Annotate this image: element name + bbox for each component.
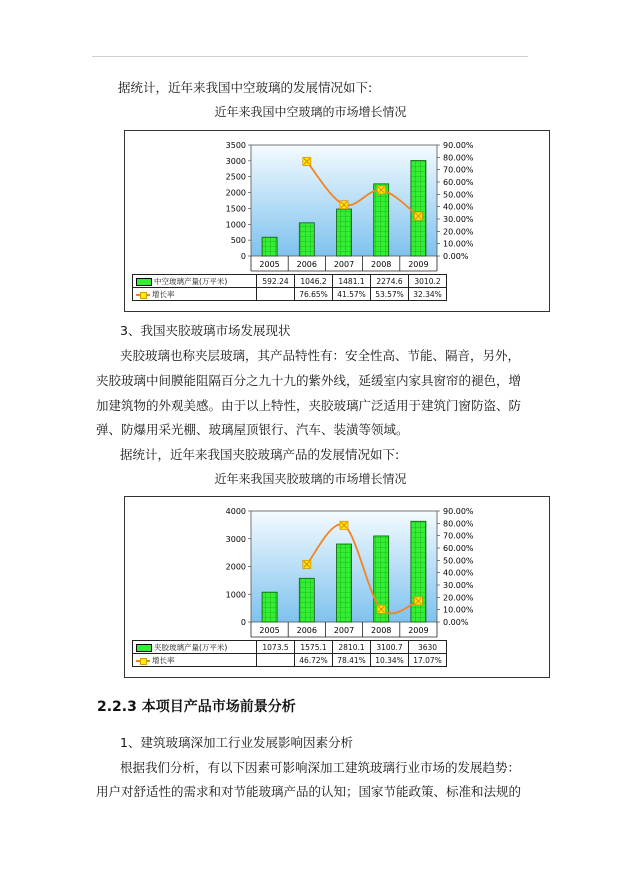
chart2-title: 近年来我国夹胶玻璃的市场增长情况	[214, 472, 407, 486]
category-label: 2008	[371, 626, 392, 635]
chart1-val: 3010.2	[409, 275, 447, 288]
line-marker-icon	[136, 291, 150, 299]
right-axis-tick-label: 50.00%	[443, 190, 474, 200]
left-axis-tick-label: 1000	[225, 590, 246, 600]
left-axis-tick-label: 4000	[225, 507, 246, 516]
bar	[337, 209, 352, 256]
right-axis-tick-label: 70.00%	[443, 165, 474, 175]
right-axis-tick-label: 50.00%	[443, 556, 474, 566]
left-axis-tick-label: 1000	[225, 220, 246, 230]
right-axis-tick-label: 80.00%	[443, 153, 474, 163]
bar	[411, 521, 426, 622]
category-label: 2007	[333, 260, 355, 269]
chart1-val: 1046.2	[295, 275, 333, 288]
section1-line: 用户对舒适性的需求和对节能玻璃产品的认知；国家节能政策、标准和法规的	[96, 784, 522, 799]
bar-swatch-icon	[136, 278, 152, 286]
left-axis-tick-label: 500	[230, 236, 246, 246]
chart1-rate	[257, 288, 295, 301]
chart1-rate: 76.65%	[295, 288, 333, 301]
section1-title: 1、建筑玻璃深加工行业发展影响因素分析	[120, 735, 353, 750]
chart1-legend-bar: 中空玻璃产量(万平米)	[133, 275, 257, 288]
chart2-row-growth	[133, 654, 447, 667]
left-axis-tick-label: 3000	[225, 534, 246, 544]
category-label: 2005	[259, 626, 280, 635]
chart2-data-table	[132, 640, 447, 667]
paragraph-intro-2: 据统计，近年来我国夹胶玻璃产品的发展情况如下:	[120, 447, 400, 462]
category-label: 2009	[408, 626, 429, 635]
chart2-rate: 46.72%	[295, 654, 333, 667]
section3-line: 夹胶玻璃也称夹层玻璃，其产品特性有：安全性高、节能、隔音，另外，	[120, 348, 521, 363]
right-axis-tick-label: 40.00%	[443, 202, 474, 212]
chart1-data-table	[132, 274, 447, 301]
chart1-val: 2274.6	[371, 275, 409, 288]
right-axis-tick-label: 70.00%	[443, 531, 474, 541]
right-axis-tick-label: 90.00%	[443, 507, 474, 516]
right-axis-tick-label: 60.00%	[443, 178, 474, 187]
bar	[337, 544, 352, 622]
right-axis-tick-label: 0.00%	[443, 252, 469, 261]
chart1-legend-line: 增长率	[133, 288, 257, 301]
bar	[299, 578, 314, 622]
right-axis-tick-label: 90.00%	[443, 141, 474, 150]
chart1-rate: 41.57%	[333, 288, 371, 301]
chart2-rate: 17.07%	[409, 654, 447, 667]
chart1-hollow-glass	[124, 130, 550, 312]
chart2-laminated-glass	[124, 496, 550, 678]
right-axis-tick-label: 40.00%	[443, 568, 474, 578]
bar	[262, 237, 277, 256]
left-axis-tick-label: 2500	[225, 172, 246, 182]
section3-line: 加建筑物的外观美感。由于以上特性，夹胶玻璃广泛适用于建筑门窗防盗、防	[96, 398, 522, 413]
left-axis-tick-label: 0	[240, 252, 246, 261]
chart2-rate: 78.41%	[333, 654, 371, 667]
chart1-val: 592.24	[257, 275, 295, 288]
category-label: 2008	[371, 260, 392, 269]
chart1-row-growth	[133, 288, 447, 301]
chart2-rate	[257, 654, 295, 667]
chart2-val: 3630	[409, 641, 447, 654]
category-label: 2005	[259, 260, 280, 269]
left-axis-tick-label: 2000	[225, 188, 246, 198]
right-axis-tick-label: 30.00%	[443, 581, 474, 590]
right-axis-tick-label: 60.00%	[443, 544, 474, 553]
bar	[411, 161, 426, 256]
chart1-row-output	[133, 275, 447, 288]
section1-line: 根据我们分析，有以下因素可影响深加工建筑玻璃行业市场的发展趋势：	[120, 760, 521, 775]
chart2-val: 1575.1	[295, 641, 333, 654]
section3-title: 3、我国夹胶玻璃市场发展现状	[120, 323, 291, 338]
header-rule	[92, 56, 528, 57]
left-axis-tick-label: 0	[240, 618, 246, 627]
chart2-legend-bar: 夹胶玻璃产量(万平米)	[133, 641, 257, 654]
section3-line: 弹、防爆用采光棚、玻璃屋顶银行、汽车、装潢等领域。	[96, 422, 409, 437]
section3-line: 夹胶玻璃中间膜能阻隔百分之九十九的紫外线，延缓室内家具窗帘的褪色，增	[96, 373, 522, 388]
category-label: 2006	[296, 260, 317, 269]
chart2-legend-line: 增长率	[133, 654, 257, 667]
left-axis-tick-label: 2000	[225, 562, 246, 572]
category-label: 2006	[296, 626, 317, 635]
chart2-val: 3100.7	[371, 641, 409, 654]
line-marker-icon	[136, 657, 150, 665]
chart2-rate: 10.34%	[371, 654, 409, 667]
section-heading: 2.2.3 本项目产品市场前景分析	[97, 699, 296, 715]
chart1-rate: 53.57%	[371, 288, 409, 301]
bar-swatch-icon	[136, 644, 152, 652]
left-axis-tick-label: 3000	[225, 156, 246, 166]
bar	[299, 223, 314, 256]
right-axis-tick-label: 30.00%	[443, 215, 474, 224]
paragraph-intro-1: 据统计，近年来我国中空玻璃的发展情况如下:	[118, 80, 373, 95]
chart2-val: 2810.1	[333, 641, 371, 654]
chart1-rate: 32.34%	[409, 288, 447, 301]
category-label: 2007	[333, 626, 355, 635]
right-axis-tick-label: 0.00%	[443, 618, 469, 627]
left-axis-tick-label: 3500	[225, 141, 246, 150]
right-axis-tick-label: 80.00%	[443, 519, 474, 529]
right-axis-tick-label: 10.00%	[443, 605, 474, 615]
bar	[374, 184, 389, 256]
bar	[262, 592, 277, 622]
left-axis-tick-label: 1500	[225, 204, 246, 214]
right-axis-tick-label: 20.00%	[443, 227, 474, 237]
chart1-val: 1481.1	[333, 275, 371, 288]
category-label: 2009	[408, 260, 429, 269]
chart1-title: 近年来我国中空玻璃的市场增长情况	[214, 105, 407, 119]
chart2-row-output	[133, 641, 447, 654]
chart2-val: 1073.5	[257, 641, 295, 654]
right-axis-tick-label: 20.00%	[443, 593, 474, 603]
right-axis-tick-label: 10.00%	[443, 239, 474, 249]
